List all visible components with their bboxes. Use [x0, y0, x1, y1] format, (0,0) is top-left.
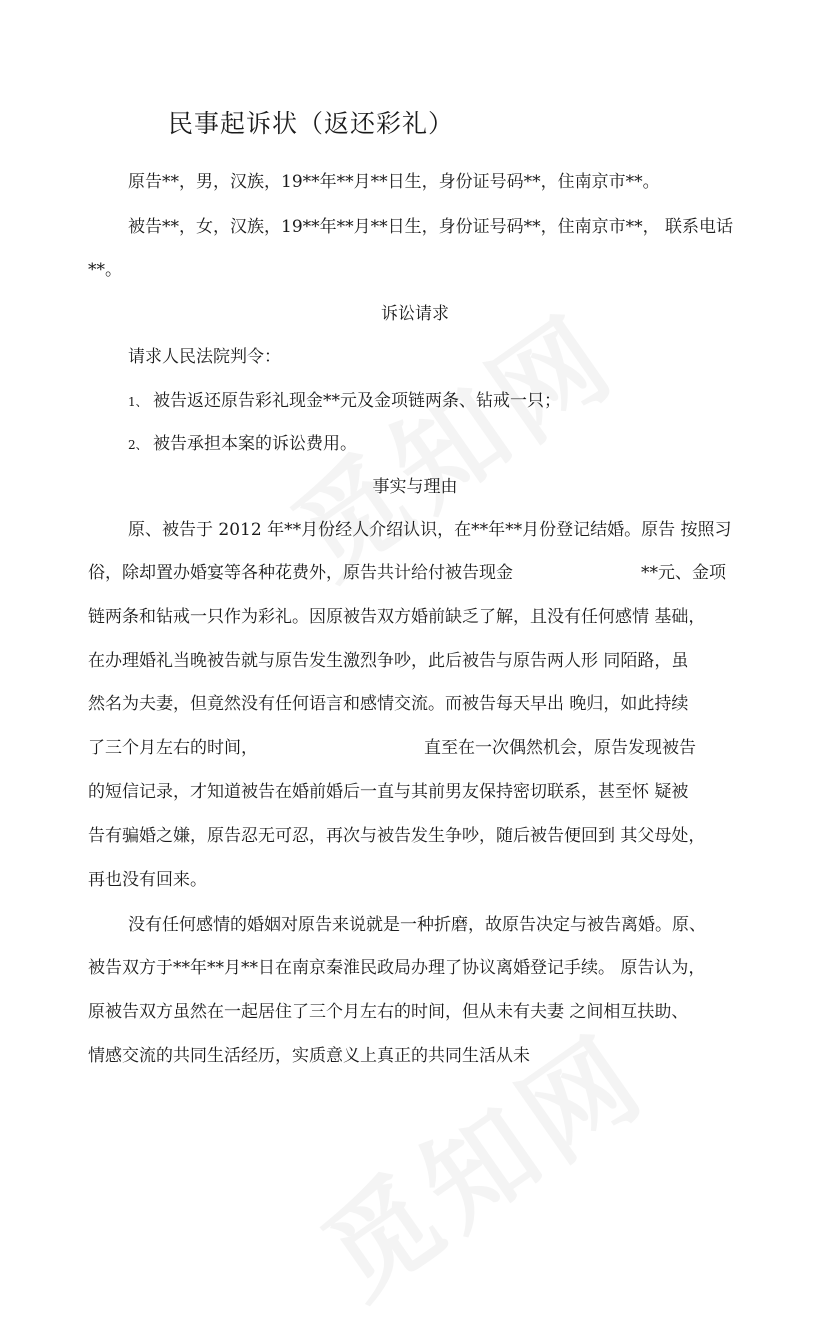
plaintiff-info: 原告**，男，汉族，19**年**月**日生，身份证号码**，住南京市**。	[128, 172, 660, 192]
facts-line: **元、金项	[641, 563, 726, 583]
defendant-info: 被告**，女，汉族，19**年**月**日生，身份证号码**，住南京市**， 联系电话	[128, 217, 734, 237]
claim-text: 被告承担本案的诉讼费用。	[153, 434, 358, 454]
facts-line: 直至在一次偶然机会，原告发现被告	[424, 738, 696, 758]
facts-line: 在办理婚礼当晚被告就与原告发生激烈争吵，此后被告与原告两人形 同陌路，虽	[88, 651, 689, 671]
claim-text: 被告返还原告彩礼现金**元及金项链两条、钻戒一只；	[153, 391, 562, 411]
claim-item-1	[128, 389, 561, 414]
claim-number: 2、	[128, 438, 148, 452]
facts-line: 原被告双方虽然在一起居住了三个月左右的时间，但从未有夫妻 之间相互扶助、	[88, 1002, 689, 1022]
facts-line: 俗，除却置办婚宴等各种花费外，原告共计给付被告现金	[88, 563, 513, 583]
facts-line: 被告双方于**年**月**日在南京秦淮民政局办理了协议离婚登记手续。 原告认为，	[88, 958, 706, 978]
defendant-info-cont: **。	[88, 260, 122, 280]
facts-line: 的短信记录，才知道被告在婚前婚后一直与其前男友保持密切联系，甚至怀 疑被	[88, 782, 689, 802]
facts-line: 链两条和钻戒一只作为彩礼。因原被告双方婚前缺乏了解，且没有任何感情 基础，	[88, 607, 706, 627]
claim-number: 1、	[128, 395, 148, 409]
watermark	[287, 991, 673, 1327]
section-heading-facts: 事实与理由	[372, 477, 458, 497]
facts-line: 然名为夫妻，但竟然没有任何语言和感情交流。而被告每天早出 晚归，如此持续	[88, 694, 689, 714]
facts-line: 没有任何感情的婚姻对原告来说就是一种折磨，故原告决定与被告离婚。原、	[128, 915, 706, 935]
claim-item-2	[128, 432, 357, 457]
facts-line: 再也没有回来。	[88, 870, 207, 890]
facts-line: 了三个月左右的时间，	[88, 738, 258, 758]
claims-intro: 请求人民法院判令：	[128, 347, 281, 367]
document-title: 民事起诉状（返还彩礼）	[168, 109, 455, 138]
facts-line: 情感交流的共同生活经历，实质意义上真正的共同生活从未	[88, 1046, 530, 1066]
facts-line: 原、被告于 2012 年**月份经人介绍认识，在**年**月份登记结婚。原告 按照习	[128, 520, 732, 540]
section-heading-claims: 诉讼请求	[381, 304, 449, 324]
facts-line: 告有骗婚之嫌，原告忍无可忍，再次与被告发生争吵，随后被告便回到 其父母处，	[88, 826, 706, 846]
